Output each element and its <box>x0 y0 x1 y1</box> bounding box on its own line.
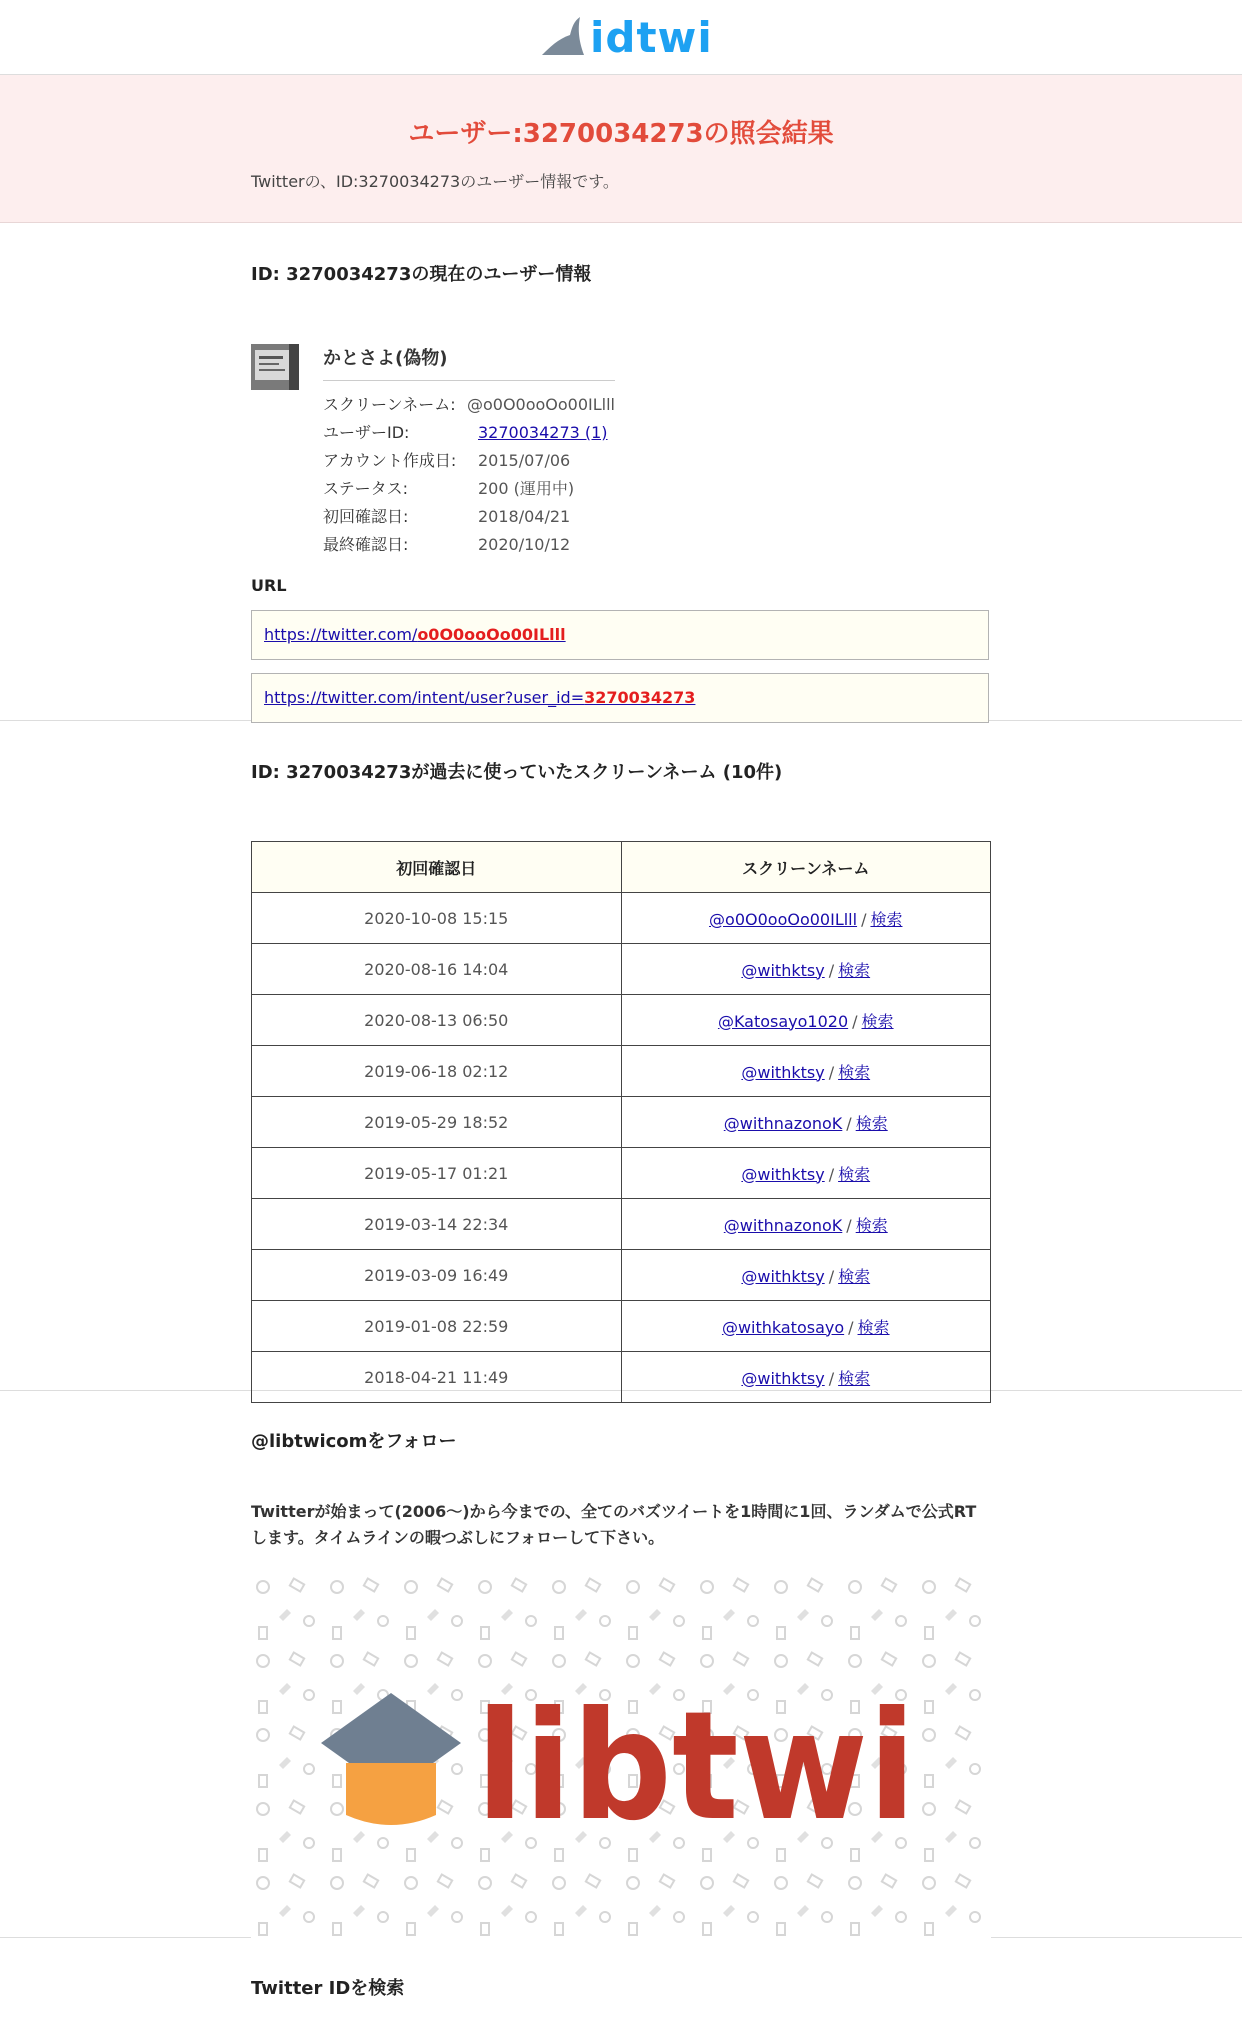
intent-url-link[interactable]: https://twitter.com/intent/user?user_id=3270034273 <box>264 688 696 707</box>
profile-value: 2015/07/06 <box>478 451 571 470</box>
row-screen-name <box>621 944 991 995</box>
row-first-seen: 2019-03-09 16:49 <box>252 1250 622 1301</box>
table-row <box>252 1199 991 1250</box>
url-label: URL <box>251 576 287 595</box>
profile-label: 最終確認日: <box>323 535 409 554</box>
table-row <box>252 944 991 995</box>
screen-name-link[interactable]: @withktsy <box>741 1368 825 1388</box>
profile-row-user-id <box>323 419 615 447</box>
profile-card <box>323 344 615 559</box>
row-first-seen: 2019-01-08 22:59 <box>252 1301 622 1352</box>
screen-name-link[interactable]: @withkatosayo <box>721 1317 845 1337</box>
separator: / <box>828 1062 835 1082</box>
row-first-seen: 2019-05-17 01:21 <box>252 1148 622 1199</box>
display-name: かとさよ(偽物) <box>323 344 615 381</box>
search-heading: Twitter IDを検索 <box>251 1978 405 1999</box>
separator: / <box>852 1011 858 1031</box>
row-first-seen: 2020-10-08 15:15 <box>252 893 622 944</box>
search-link[interactable]: 検索 <box>838 1368 871 1388</box>
search-link[interactable]: 検索 <box>838 1062 871 1082</box>
profile-url-link[interactable]: https://twitter.com/o0O0ooOo00ILlll <box>264 625 566 644</box>
table-row <box>252 893 991 944</box>
avatar <box>251 344 299 390</box>
history-table <box>251 841 991 1403</box>
row-screen-name <box>621 1301 991 1352</box>
row-first-seen: 2020-08-16 14:04 <box>252 944 622 995</box>
table-row <box>252 995 991 1046</box>
current-user-section <box>0 223 1242 721</box>
table-row <box>252 1301 991 1352</box>
shark-fin-icon <box>540 17 586 57</box>
search-link[interactable]: 検索 <box>870 909 903 929</box>
search-link[interactable]: 検索 <box>855 1215 888 1235</box>
search-link[interactable]: 検索 <box>857 1317 890 1337</box>
profile-row-status <box>323 475 615 503</box>
profile-value: @o0O0ooOo00ILlll <box>466 395 615 414</box>
search-section <box>0 1938 1242 2038</box>
search-link[interactable]: 検索 <box>861 1011 894 1031</box>
separator: / <box>828 1266 835 1286</box>
profile-value: 2018/04/21 <box>478 507 571 526</box>
user-id-link[interactable]: 3270034273 (1) <box>478 423 608 442</box>
table-row <box>252 1046 991 1097</box>
profile-row-created <box>323 447 615 475</box>
separator: / <box>828 1368 835 1388</box>
separator: / <box>828 1164 835 1184</box>
history-heading: ID: 3270034273が過去に使っていたスクリーンネーム (10件) <box>251 762 783 783</box>
separator: / <box>846 1113 852 1133</box>
screen-name-link[interactable]: @withktsy <box>741 1062 825 1082</box>
col-screen-name: スクリーンネーム <box>621 842 991 893</box>
profile-value: 2020/10/12 <box>478 535 571 554</box>
site-header <box>0 0 1242 75</box>
row-screen-name <box>621 1148 991 1199</box>
logo-text: idtwi <box>590 12 713 62</box>
profile-label: 初回確認日: <box>323 507 409 526</box>
search-link[interactable]: 検索 <box>838 960 871 980</box>
row-first-seen: 2019-06-18 02:12 <box>252 1046 622 1097</box>
search-link[interactable]: 検索 <box>838 1164 871 1184</box>
table-header-row <box>252 842 991 893</box>
banner-wordmark: libtwi <box>476 1680 916 1854</box>
page-description: Twitterの、ID:3270034273のユーザー情報です。 <box>251 172 619 191</box>
intent-url-box <box>251 673 989 723</box>
current-user-heading: ID: 3270034273の現在のユーザー情報 <box>251 264 592 285</box>
row-screen-name <box>621 1250 991 1301</box>
profile-label: ステータス: <box>323 479 409 498</box>
screen-name-link[interactable]: @withnazonoK <box>723 1215 843 1235</box>
row-first-seen: 2020-08-13 06:50 <box>252 995 622 1046</box>
separator: / <box>828 960 835 980</box>
row-screen-name <box>621 1046 991 1097</box>
profile-label: アカウント作成日: <box>323 451 457 470</box>
table-row <box>252 1097 991 1148</box>
row-first-seen: 2018-04-21 11:49 <box>252 1352 622 1403</box>
screen-name-link[interactable]: @o0O0ooOo00ILlll <box>709 909 858 929</box>
screen-name-link[interactable]: @withnazonoK <box>723 1113 843 1133</box>
row-first-seen: 2019-03-14 22:34 <box>252 1199 622 1250</box>
table-row <box>252 1250 991 1301</box>
profile-row-screen-name <box>323 391 615 419</box>
page-title: ユーザー:3270034273の照会結果 <box>408 119 834 149</box>
profile-row-last-seen <box>323 531 615 559</box>
separator: / <box>861 909 867 929</box>
row-screen-name <box>621 1097 991 1148</box>
result-hero <box>0 75 1242 223</box>
separator: / <box>846 1215 852 1235</box>
row-screen-name <box>621 893 991 944</box>
follow-heading: @libtwicomをフォロー <box>251 1431 457 1452</box>
row-screen-name <box>621 995 991 1046</box>
screen-name-link[interactable]: @withktsy <box>741 1266 825 1286</box>
screen-name-link[interactable]: @withktsy <box>741 960 825 980</box>
follow-description: Twitterが始まって(2006〜)から今までの、全てのバズツイートを1時間に1回、ランダムで公式RTします。タイムラインの暇つぶしにフォローして下さい。 <box>251 1502 977 1547</box>
profile-label: スクリーンネーム: <box>323 395 456 414</box>
profile-label: ユーザーID: <box>323 423 410 442</box>
search-link[interactable]: 検索 <box>838 1266 871 1286</box>
screen-name-link[interactable]: @Katosayo1020 <box>717 1011 849 1031</box>
profile-value: 200 (運用中) <box>478 479 575 498</box>
screen-name-link[interactable]: @withktsy <box>741 1164 825 1184</box>
site-logo[interactable] <box>540 12 713 62</box>
table-row <box>252 1148 991 1199</box>
col-first-seen: 初回確認日 <box>252 842 622 893</box>
row-first-seen: 2019-05-29 18:52 <box>252 1097 622 1148</box>
history-section <box>0 721 1242 1391</box>
follow-section <box>0 1391 1242 1938</box>
profile-row-first-seen <box>323 503 615 531</box>
libtwi-banner[interactable] <box>251 1573 991 1943</box>
row-screen-name <box>621 1199 991 1250</box>
separator: / <box>848 1317 854 1337</box>
profile-url-box <box>251 610 989 660</box>
search-link[interactable]: 検索 <box>855 1113 888 1133</box>
libtwi-banner-image <box>251 1573 991 1943</box>
